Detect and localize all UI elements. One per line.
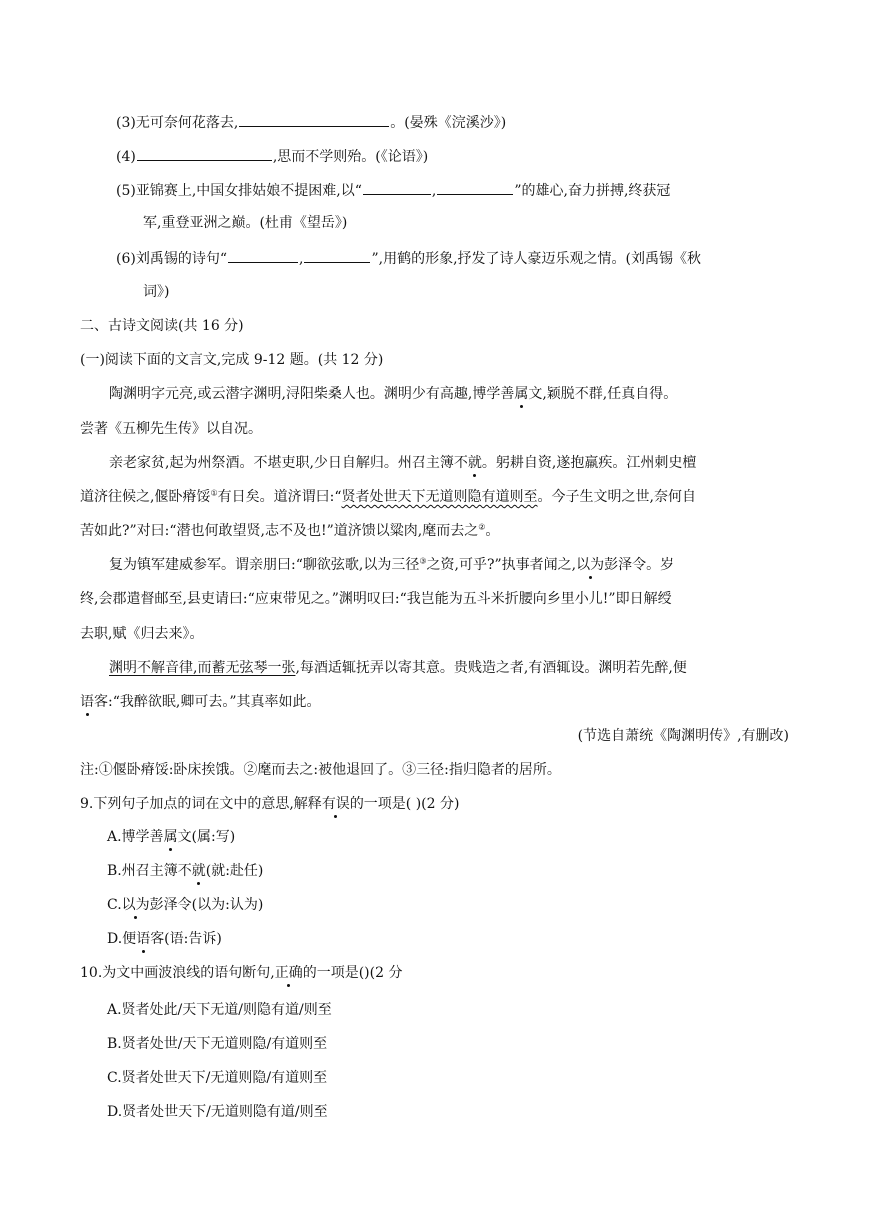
passage-notes: 注:①偃卧瘠馁:卧床挨饿。②麾而去之:被他退回了。③三径:指归隐者的居所。 — [80, 762, 561, 778]
passage-source: (节选自萧统《陶渊明传》,有删改) — [577, 728, 789, 744]
underlined-sentence: 渊明不解音律,而蓄无弦琴一张 — [109, 660, 296, 676]
answer-blank[interactable] — [363, 180, 431, 195]
question-9-option-a[interactable]: A.博学善属文(属:写) — [107, 829, 236, 845]
section-title: 二、古诗文阅读(共 16 分) — [80, 318, 244, 334]
wavy-underlined-sentence: 贤者处世天下无道则隐有道则至 — [341, 489, 538, 505]
answer-blank[interactable] — [137, 146, 272, 161]
passage-line: 终,会郡遣督邮至,县吏请曰:“应束带见之。”渊明叹曰:“我岂能为五斗米折腰向乡里小儿!”即日解绶 — [80, 591, 672, 607]
question-9-stem: 9.下列句子加点的词在文中的意思,解释有误的一项是( )(2 分) — [80, 796, 460, 812]
question-9-option-c[interactable]: C.以为彭泽令(以为:认为) — [107, 897, 264, 913]
passage-line: 复为镇军建威参军。谓亲朋曰:“聊欲弦歌,以为三径③之资,可乎?”执事者闻之,以为彭泽令。岁 — [109, 556, 675, 573]
fill-item-6: (6)刘禹锡的诗句“ , ”,用鹤的形象,抒发了诗人豪迈乐观之情。(刘禹锡《秋 — [116, 248, 701, 269]
question-10-option-a[interactable]: A.贤者处此/天下无道/则隐有道/则至 — [107, 1002, 332, 1018]
question-9-option-d[interactable]: D.便语客(语:告诉) — [107, 931, 222, 947]
question-10-stem: 10.为文中画波浪线的语句断句,正确的一项是()(2 分 — [80, 965, 403, 981]
answer-blank[interactable] — [239, 112, 389, 127]
passage-line: 陶渊明字元亮,或云潜字渊明,浔阳柴桑人也。渊明少有高趣,博学善属文,颖脱不群,任真自得。 — [109, 386, 678, 402]
passage-line: 尝著《五柳先生传》以自况。 — [80, 421, 262, 437]
fill-item-3: (3)无可奈何花落去, 。(晏殊《浣溪沙》) — [116, 112, 506, 133]
passage-line: 渊明不解音律,而蓄无弦琴一张,每酒适辄抚弄以寄其意。贵贱造之者,有酒辄设。渊明若先醉,便 — [109, 660, 687, 676]
passage-line: 苦如此?”对曰:“潜也何敢望贤,志不及也!”道济馈以粱肉,麾而去之②。 — [80, 522, 500, 539]
question-10-option-b[interactable]: B.贤者处世/天下无道则隐/有道则至 — [107, 1036, 328, 1052]
section-subtitle: (一)阅读下面的文言文,完成 9-12 题。(共 12 分) — [80, 352, 384, 368]
passage-line: 亲老家贫,起为州祭酒。不堪吏职,少日自解归。州召主簿不就。躬耕自资,遂抱羸疾。江州刺史檀 — [109, 455, 697, 471]
fill-item-4: (4) ,思而不学则殆。(《论语》) — [116, 146, 428, 167]
question-10-option-c[interactable]: C.贤者处世天下/无道则隐/有道则至 — [107, 1070, 328, 1086]
answer-blank[interactable] — [228, 248, 298, 263]
passage-line: 语客:“我醉欲眠,卿可去。”其真率如此。 — [80, 694, 321, 710]
fill-item-6-cont: 词》) — [143, 284, 170, 300]
fill-item-5: (5)亚锦赛上,中国女排姑娘不提困难,以“ , ”的雄心,奋力拼搏,终获冠 — [116, 180, 670, 201]
question-9-option-b[interactable]: B.州召主簿不就(就:赴任) — [107, 863, 264, 879]
fill-item-5-cont: 军,重登亚洲之巅。(杜甫《望岳》) — [143, 215, 348, 231]
answer-blank[interactable] — [304, 248, 370, 263]
passage-line: 去职,赋《归去来》。 — [80, 626, 204, 642]
question-10-option-d[interactable]: D.贤者处世天下/无道则隐有道/则至 — [107, 1104, 328, 1120]
passage-line: 道济往候之,偃卧瘠馁①有日矣。道济谓曰:“贤者处世天下无道则隐有道则至。今子生文明之世,奈何自 — [80, 488, 696, 505]
answer-blank[interactable] — [437, 180, 513, 195]
